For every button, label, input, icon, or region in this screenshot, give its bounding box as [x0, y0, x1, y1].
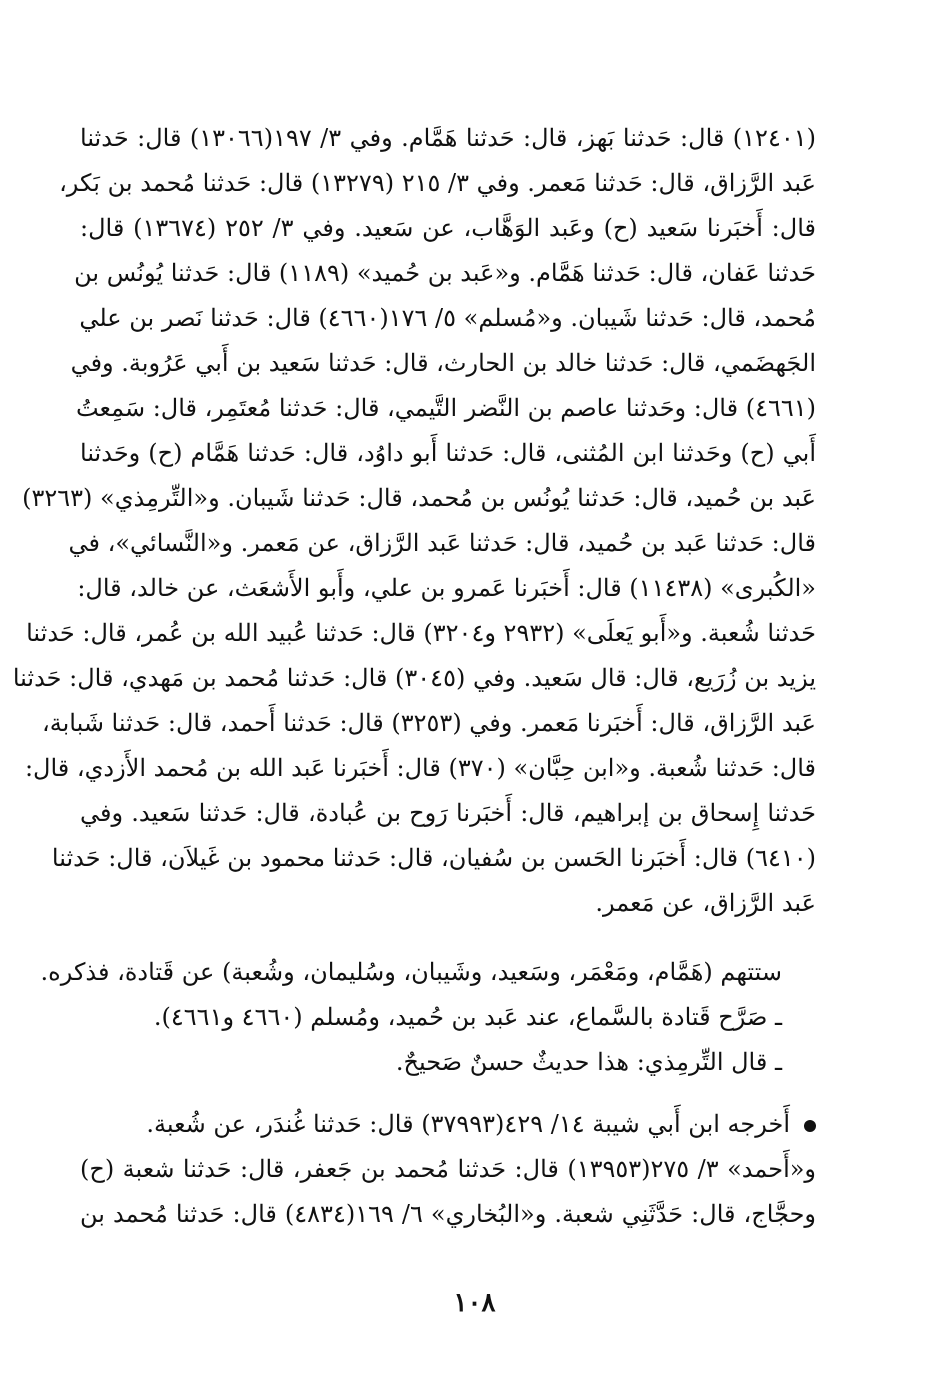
- text-line: قال: حَدثنا عَبد بن حُميد، قال: حَدثنا عَبد الرَّزاق، عن مَعمر. و«النَّسائي»، في: [68, 529, 816, 557]
- summary-paragraph: [40, 950, 816, 1085]
- bullet-text: أَخرجه ابن أَبي شيبة ١٤/ ٤٢٩(٣٧٩٩٣) قال: حَدثنا غُندَر، عن شُعبة.: [146, 1110, 790, 1138]
- text-line: (٤٦٦١) قال: وحَدثنا عاصم بن النَّضر التَّيمي، قال: حَدثنا مُعتَمِر، قال: سَمِعتُ: [75, 394, 816, 422]
- page-number: ١٠٨: [453, 1288, 496, 1318]
- text-line: عَبد الرَّزاق، قال: حَدثنا مَعمر. وفي ٣/ ٢١٥ (١٣٢٧٩) قال: حَدثنا مُحمد بن بَكر،: [59, 169, 816, 197]
- text-line: الجَهضَمي، قال: حَدثنا خالد بن الحارث، قال: حَدثنا سَعيد بن أَبي عَرُوبة. وفي: [70, 349, 816, 377]
- bullet-line: [80, 1102, 816, 1147]
- text-line: و«أَحمد» ٣/ ٢٧٥(١٣٩٥٣) قال: حَدثنا مُحمد بن جَعفر، قال: حَدثنا شعبة (ح): [80, 1155, 817, 1183]
- text-line: عَبد الرَّزاق، عن مَعمر.: [595, 889, 816, 917]
- text-line: عَبد بن حُميد، قال: حَدثنا يُونُس بن مُحمد، قال: حَدثنا شَيبان. و«التِّرمِذي» (٣٢٦٣): [22, 484, 816, 512]
- text-line: «الكُبرى» (١١٤٣٨) قال: أَخبَرنا عَمرو بن علي، وأَبو الأَشعَث، عن خالد، قال:: [77, 574, 816, 602]
- text-line: قال: حَدثنا شُعبة. و«ابن حِبَّان» (٣٧٠) قال: أَخبَرنا عَبد الله بن مُحمد الأَزدي، قال:: [24, 754, 816, 782]
- text-line: عَبد الرَّزاق، قال: أَخبَرنا مَعمر. وفي (٣٢٥٣) قال: حَدثنا أَحمد، قال: حَدثنا شَبابة،: [41, 709, 816, 737]
- text-line: يزيد بن زُرَيع، قال: قال سَعيد. وفي (٣٠٤٥) قال: حَدثنا مُحمد بن مَهدي، قال: حَدثنا: [12, 664, 816, 692]
- text-line: وحجَّاج، قال: حَدَّثَنِي شعبة. و«البُخاري» ٦/ ١٦٩(٤٨٣٤) قال: حَدثنا مُحمد بن: [80, 1200, 816, 1228]
- text-line: (٦٤١٠) قال: أَخبَرنا الحَسن بن سُفيان، قال: حَدثنا محمود بن غَيلاَن، قال: حَدثنا: [51, 844, 816, 872]
- text-line: (١٢٤٠١) قال: حَدثنا بَهز، قال: حَدثنا هَمَّام. وفي ٣/ ١٩٧(١٣٠٦٦) قال: حَدثنا: [80, 124, 816, 152]
- text-line: قال: أَخبَرنا سَعيد (ح) وعَبد الوَهَّاب، عن سَعيد. وفي ٣/ ٢٥٢ (١٣٦٧٤) قال:: [80, 214, 816, 242]
- text-line: حَدثنا شُعبة. و«أَبو يَعلَى» (٢٩٣٢ و٣٢٠٤) قال: حَدثنا عُبيد الله بن عُمر، قال: حَدثنا: [26, 619, 816, 647]
- text-line: حَدثنا إِسحاق بن إبراهيم، قال: أَخبَرنا رَوح بن عُبادة، قال: حَدثنا سَعيد. وفي: [80, 799, 816, 827]
- text-line: مُحمد، قال: حَدثنا شَيبان. و«مُسلم» ٥/ ١٧٦(٤٦٦٠) قال: حَدثنا نَصر بن علي: [79, 304, 816, 332]
- text-line: حَدثنا عَفان، قال: حَدثنا هَمَّام. و«عَبد بن حُميد» (١١٨٩) قال: حَدثنا يُونُس بن: [74, 259, 816, 287]
- summary-line: ـ قال التِّرمِذي: هذا حديثٌ حسنٌ صَحيحٌ.: [395, 1048, 782, 1076]
- text-line: أَبي (ح) وحَدثنا ابن المُثنى، قال: حَدثنا أَبو داوُد، قال: حَدثنا هَمَّام (ح) وحَدثنا: [80, 439, 817, 467]
- summary-line: ـ صَرَّح قَتادة بالسَّماع، عند عَبد بن حُميد، ومُسلم (٤٦٦٠ و٤٦٦١).: [153, 1003, 782, 1031]
- summary-line: ستتهم (هَمَّام، ومَعْمَر، وسَعيد، وشَيبان، وسُليمان، وشُعبة) عن قَتادة، فذكره.: [40, 958, 782, 986]
- bullet-icon: [804, 1120, 816, 1132]
- takhrij-paragraph: [80, 1102, 816, 1237]
- main-paragraph: [12, 116, 817, 926]
